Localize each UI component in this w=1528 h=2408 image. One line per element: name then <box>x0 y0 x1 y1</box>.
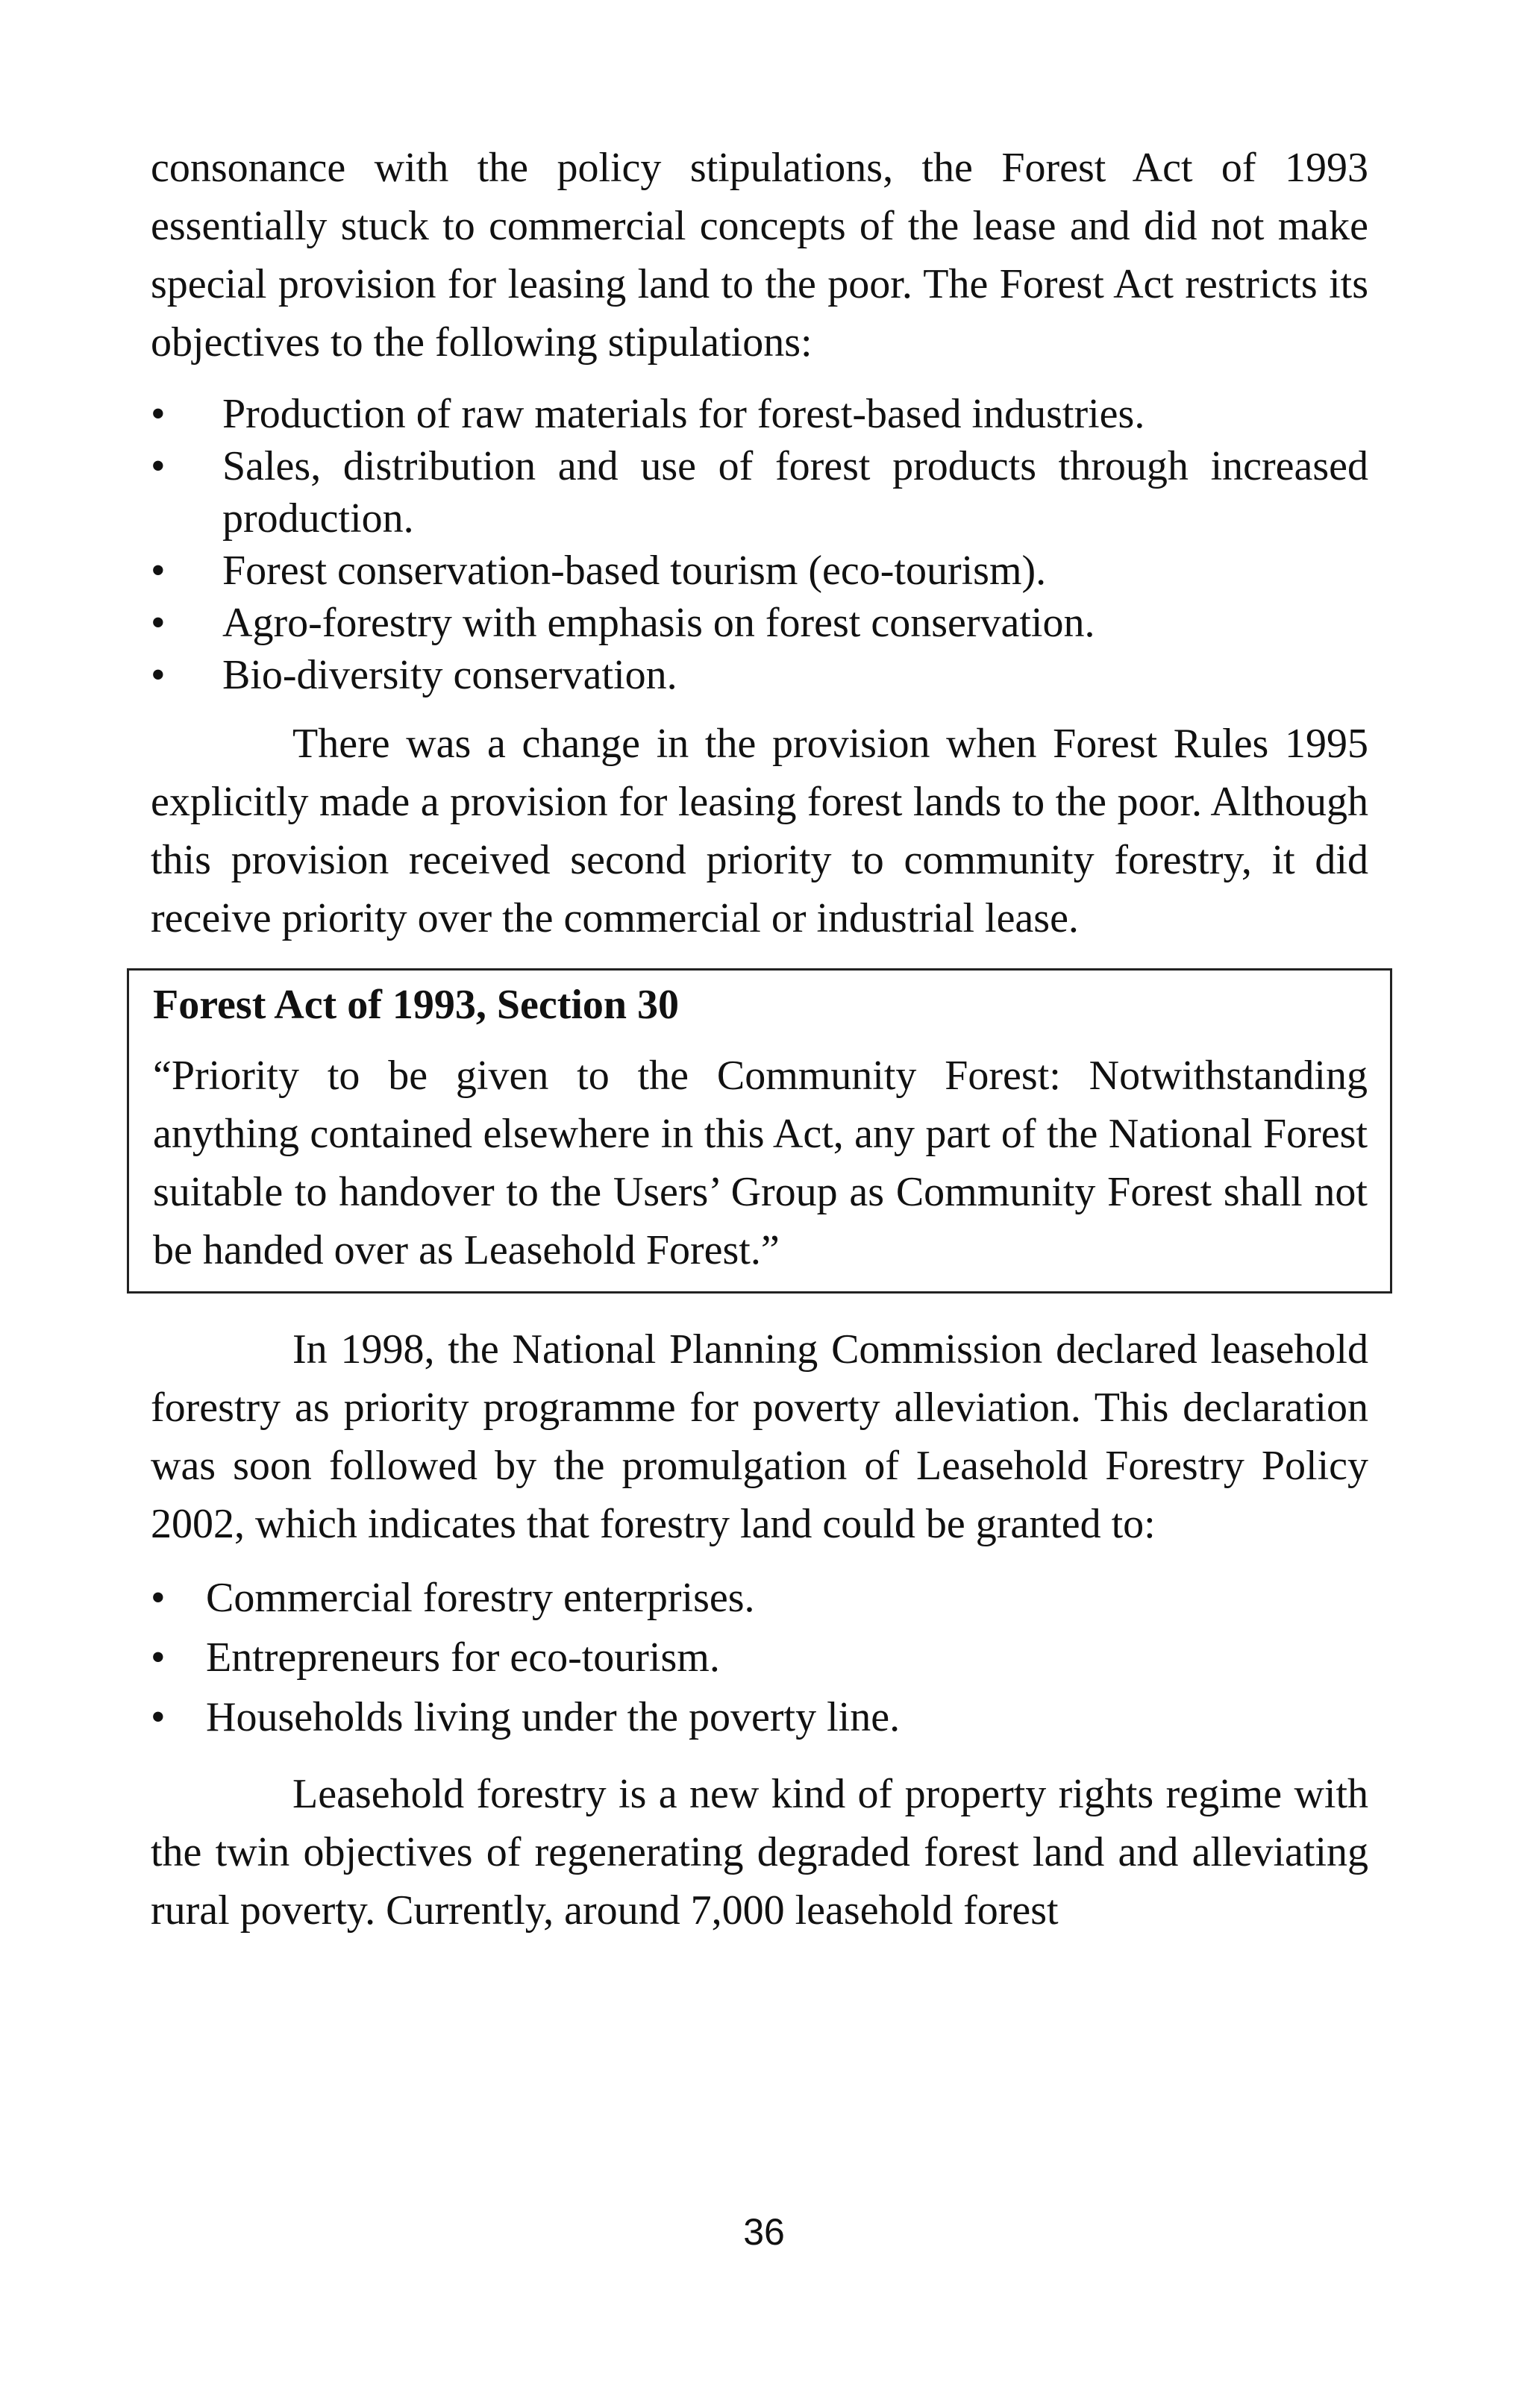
objectives-list <box>151 388 1368 701</box>
paragraph-leasehold-forestry: Leasehold forestry is a new kind of property rights regime with the twin objectives of regenerating degraded forest land and alleviating rural poverty. Currently, around 7,000 leasehold forest <box>151 1771 1368 1934</box>
boxed-excerpt <box>127 968 1392 1294</box>
list-item: • Commercial forestry enterprises. <box>151 1568 1368 1628</box>
bullet-icon: • <box>151 652 166 698</box>
bullet-icon: • <box>151 1634 166 1681</box>
bullet-icon: • <box>151 600 166 646</box>
bullet-icon: • <box>151 391 166 437</box>
grantees-list <box>151 1568 1368 1747</box>
list-item: • Forest conservation-based tourism (eco-tourism). <box>151 545 1368 597</box>
list-item: • Production of raw materials for forest-based industries. <box>151 388 1368 440</box>
box-title: Forest Act of 1993, Section 30 <box>153 982 680 1028</box>
bullet-icon: • <box>151 548 166 594</box>
paragraph-planning-commission: In 1998, the National Planning Commission declared leasehold forestry as priority programme for poverty alleviation. This declaration was soon followed by the promulgation of Leasehold Forestry Policy 2002, which indicates that forestry land could be granted to: <box>151 1326 1368 1547</box>
paragraph-forest-rules: There was a change in the provision when Forest Rules 1995 explicitly made a provision for leasing forest lands to the poor. Although this provision received second priority to community forestry, it did receive priority over the commercial or industrial lease. <box>151 721 1368 941</box>
list-item: • Bio-diversity conservation. <box>151 649 1368 701</box>
bullet-icon: • <box>151 1575 166 1621</box>
bullet-icon: • <box>151 443 166 489</box>
list-item: • Sales, distribution and use of forest products through increased production. <box>151 440 1368 545</box>
page-content <box>151 139 1368 1940</box>
list-item: • Entrepreneurs for eco-tourism. <box>151 1628 1368 1687</box>
box-quote: “Priority to be given to the Community Forest: Notwithstanding anything contained elsewhere in this Act, any part of the National Forest suitable to handover to the Users’ Group as Community Forest shall not be handed over as Leasehold Forest.” <box>153 1053 1368 1273</box>
bullet-icon: • <box>151 1694 166 1740</box>
paragraph-forest-act-intro: consonance with the policy stipulations, the Forest Act of 1993 essentially stuck to commercial concepts of the lease and did not make special provision for leasing land to the poor. The Forest Act restricts its objectives to the following stipulations: <box>151 145 1368 366</box>
page-number: 36 <box>743 2211 785 2253</box>
list-item: • Households living under the poverty line. <box>151 1687 1368 1747</box>
list-item: • Agro-forestry with emphasis on forest conservation. <box>151 597 1368 649</box>
